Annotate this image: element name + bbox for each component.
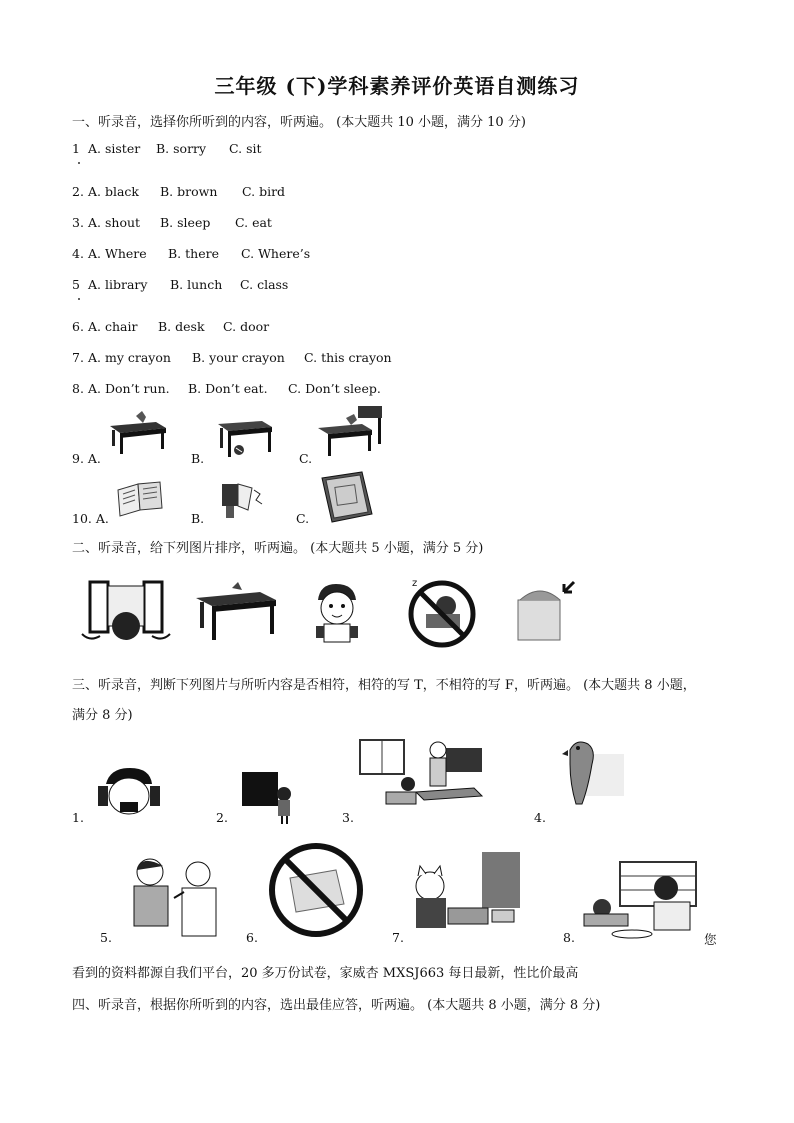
option-c: C. sit [229, 141, 262, 156]
question-number: 2. [72, 184, 84, 199]
option-b: B. brown [160, 184, 218, 199]
book-stand-image [218, 480, 264, 522]
option-c: C. bird [242, 184, 286, 199]
s3-label-6: 6. [246, 930, 258, 945]
q9-label-b: B. [191, 451, 205, 466]
option-c: C. door [223, 319, 270, 334]
question-6 [72, 319, 269, 334]
option-a: A. black [88, 184, 140, 199]
question-1 [72, 141, 262, 156]
q9-label-a: 9. A. [72, 451, 101, 466]
question-4 [72, 246, 310, 261]
question-8 [72, 381, 381, 396]
option-a: A. shout [88, 215, 141, 230]
s3-label-3: 3. [342, 810, 354, 825]
s3-label-2: 2. [216, 810, 228, 825]
stray-dot [78, 298, 80, 300]
page-title: 三年级 (下)学科素养评价英语自测练习 [214, 74, 580, 98]
ad-line: 看到的资料都源自我们平台，20 多万份试卷，家威杏 MXSJ663 每日最新，性比价最高 [72, 966, 579, 981]
parrot-image [562, 736, 626, 810]
boy-image [306, 582, 368, 648]
option-c: C. eat [235, 215, 272, 230]
section3-heading-line2: 满分 8 分) [72, 708, 133, 723]
question-2 [72, 184, 285, 199]
question-number: 6. [72, 319, 84, 334]
option-b: B. lunch [170, 277, 223, 292]
s3-label-8: 8. [563, 930, 575, 945]
option-a: A. my crayon [88, 350, 171, 365]
option-c: C. Don’t sleep. [288, 381, 381, 396]
option-a: A. chair [88, 319, 138, 334]
trailing-text: 您 [704, 932, 717, 947]
box-image [512, 580, 580, 644]
desk-chair-image [316, 404, 390, 458]
question-number: 1 [72, 141, 80, 156]
option-b: B. desk [158, 319, 205, 334]
option-b: B. Don’t eat. [188, 381, 268, 396]
closed-book-image [318, 470, 376, 526]
svg-text:z: z [412, 578, 418, 589]
option-b: B. your crayon [192, 350, 285, 365]
option-b: B. sleep [160, 215, 211, 230]
option-a: A. Where [88, 246, 147, 261]
section4-heading: 四、听录音，根据你所听到的内容，选出最佳应答，听两遍。 (本大题共 8 小题，满分 8 分) [72, 998, 601, 1013]
cat-eating-image [408, 850, 524, 934]
option-b: B. there [168, 246, 219, 261]
two-people-image [124, 854, 224, 942]
question-number: 4. [72, 246, 84, 261]
option-a: A. library [88, 277, 148, 292]
option-a: A. sister [88, 141, 141, 156]
s3-label-1: 1. [72, 810, 84, 825]
classroom-image [356, 736, 486, 820]
s3-label-5: 5. [100, 930, 112, 945]
section3-heading-line1: 三、听录音，判断下列图片与所听内容是否相符，相符的写 T，不相符的写 F，听两遍。 (本大题共 8 小题， [72, 678, 696, 693]
no-reading-sign-image [266, 840, 366, 940]
option-c: C. class [240, 277, 289, 292]
option-c: C. Where’s [241, 246, 311, 261]
question-3 [72, 215, 272, 230]
children-library-image [580, 858, 700, 940]
desk-image [192, 578, 282, 644]
option-b: B. sorry [156, 141, 207, 156]
q10-label-a: 10. A. [72, 511, 109, 526]
question-5 [72, 277, 288, 292]
question-number: 8. [72, 381, 84, 396]
stray-dot [78, 162, 80, 164]
question-number: 5 [72, 277, 80, 292]
girl-blackboard-image [240, 770, 296, 826]
s3-label-7: 7. [392, 930, 404, 945]
s3-label-4: 4. [534, 810, 546, 825]
option-c: C. this crayon [304, 350, 392, 365]
girl-shouting-image [92, 766, 166, 820]
q9-label-c: C. [299, 451, 313, 466]
q10-label-b: B. [191, 511, 205, 526]
option-a: A. Don’t run. [88, 381, 170, 396]
question-number: 7. [72, 350, 84, 365]
question-number: 3. [72, 215, 84, 230]
question-7 [72, 350, 392, 365]
desk-bag-under-image [214, 418, 276, 462]
open-window-image [76, 576, 176, 646]
no-sleeping-sign-image [404, 576, 480, 648]
section1-heading: 一、听录音，选择你所听到的内容，听两遍。 (本大题共 10 小题，满分 10 分) [72, 115, 526, 130]
section2-heading: 二、听录音，给下列图片排序，听两遍。 (本大题共 5 小题，满分 5 分) [72, 541, 484, 556]
q10-label-c: C. [296, 511, 310, 526]
desk-with-bag-image [106, 408, 168, 456]
open-book-image [116, 480, 164, 518]
